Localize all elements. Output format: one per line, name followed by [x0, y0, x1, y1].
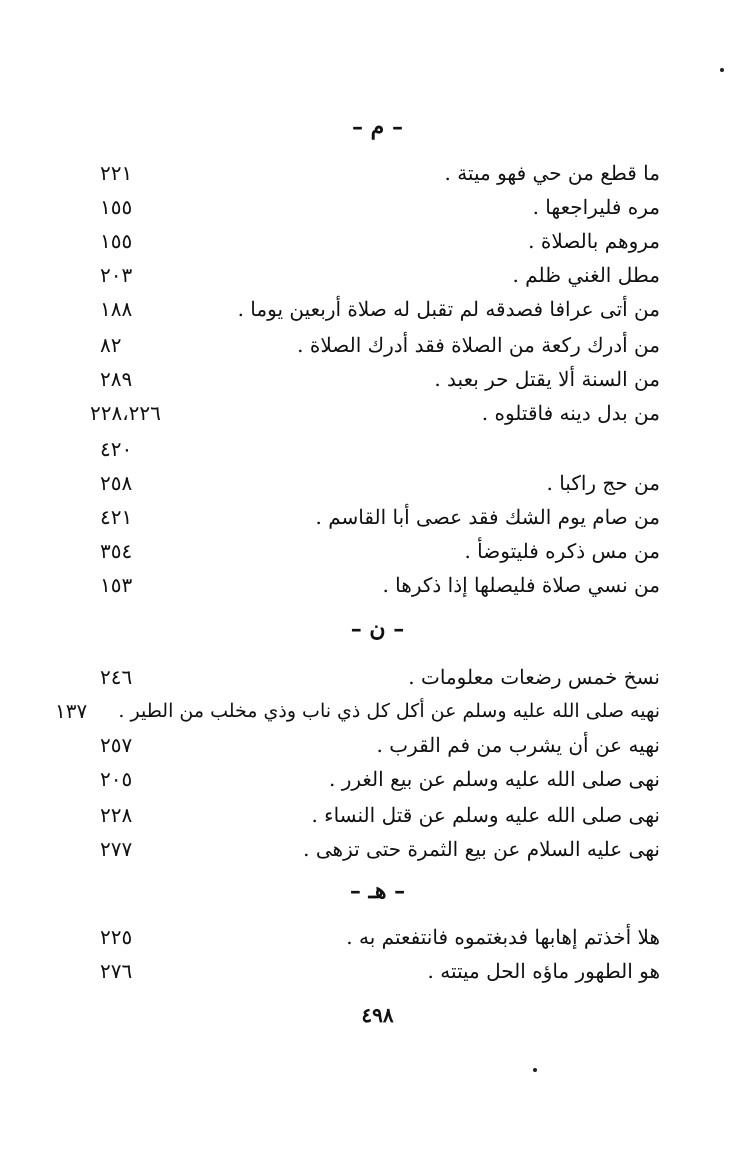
section-heading-ha: – هـ – — [349, 878, 406, 904]
index-entry — [100, 224, 660, 258]
index-entry — [100, 156, 660, 190]
section-heading-mim: – م – — [352, 114, 403, 140]
entry-text: من حج راكبا . — [546, 471, 660, 495]
index-entry — [100, 920, 660, 954]
index-entry — [100, 762, 660, 796]
entry-page-ref: ٢٧٦ — [100, 959, 133, 983]
index-entry — [100, 292, 660, 326]
scan-speck — [533, 1068, 537, 1072]
page-number: ٤٩٨ — [361, 1003, 394, 1027]
index-entry — [90, 396, 660, 430]
entry-page-ref: ٢٥٧ — [100, 733, 133, 757]
entry-page-ref: ٢٠٣ — [100, 263, 133, 287]
entry-text: من بدل دينه فاقتلوه . — [481, 401, 660, 425]
entry-text: نسخ خمس رضعات معلومات . — [408, 665, 660, 689]
entry-text: هو الطهور ماؤه الحل ميتته . — [427, 959, 660, 983]
index-entry — [100, 728, 660, 762]
entry-text: هلا أخذتم إهابها فدبغتموه فانتفعتم به . — [346, 925, 660, 949]
entry-text: من نسي صلاة فليصلها إذا ذكرها . — [382, 573, 660, 597]
entry-page-ref: ٣٥٤ — [100, 539, 133, 563]
entry-text: نهى صلى الله عليه وسلم عن قتل النساء . — [311, 803, 660, 827]
entry-page-ref: ٢٢٨،٢٢٦ — [90, 401, 161, 425]
index-entry — [100, 534, 660, 568]
entry-page-ref: ٢٢٥ — [100, 925, 133, 949]
index-entry — [100, 798, 660, 832]
entry-text: من صام يوم الشك فقد عصى أبا القاسم . — [315, 505, 660, 529]
entry-text: من السنة ألا يقتل حر بعبد . — [434, 367, 660, 391]
entry-page-ref: ٢٢١ — [100, 161, 133, 185]
entry-text: ما قطع من حي فهو ميتة . — [444, 161, 660, 185]
index-entry — [100, 328, 660, 362]
index-entry — [100, 432, 660, 466]
entry-page-ref: ٤٢١ — [100, 505, 133, 529]
index-entry — [100, 466, 660, 500]
entry-text: نهى عليه السلام عن بيع الثمرة حتى تزهى . — [303, 837, 660, 861]
entry-page-ref: ١٥٥ — [100, 229, 133, 253]
index-entry — [100, 362, 660, 396]
entry-text: مطل الغني ظلم . — [512, 263, 660, 287]
entry-text: نهيه عن أن يشرب من فم القرب . — [376, 733, 660, 757]
index-entry — [100, 954, 660, 988]
section-heading-nun: – ن – — [350, 616, 405, 642]
entry-text: مروهم بالصلاة . — [528, 229, 660, 253]
entry-page-ref: ٢٥٨ — [100, 471, 133, 495]
entry-page-ref: ١٨٨ — [100, 297, 133, 321]
index-entry — [100, 258, 660, 292]
entry-page-ref: ٢٠٥ — [100, 767, 133, 791]
index-entry — [100, 190, 660, 224]
entry-text: من أتى عرافا فصدقه لم تقبل له صلاة أربعين يوما . — [237, 297, 660, 321]
entry-page-ref: ٨٢ — [100, 333, 122, 357]
entry-page-ref: ١٥٣ — [100, 573, 133, 597]
index-entry — [55, 694, 660, 728]
index-entry — [100, 660, 660, 694]
entry-text: من مس ذكره فليتوضأ . — [464, 539, 660, 563]
entry-page-ref: ٢٨٩ — [100, 367, 133, 391]
entry-page-ref: ١٣٧ — [55, 699, 88, 723]
entry-text: مره فليراجعها . — [532, 195, 660, 219]
entry-page-ref: ٢٤٦ — [100, 665, 133, 689]
entry-page-ref: ٤٢٠ — [100, 437, 133, 461]
entry-text: نهيه صلى الله عليه وسلم عن أكل كل ذي ناب وذي مخلب من الطير . — [118, 700, 660, 722]
entry-page-ref: ١٥٥ — [100, 195, 133, 219]
entry-text: من أدرك ركعة من الصلاة فقد أدرك الصلاة . — [297, 333, 660, 357]
index-entry — [100, 500, 660, 534]
index-entry — [100, 568, 660, 602]
entry-page-ref: ٢٧٧ — [100, 837, 133, 861]
entry-page-ref: ٢٢٨ — [100, 803, 133, 827]
scan-speck — [720, 68, 724, 72]
entry-text: نهى صلى الله عليه وسلم عن بيع الغرر . — [329, 767, 660, 791]
index-entry — [100, 832, 660, 866]
